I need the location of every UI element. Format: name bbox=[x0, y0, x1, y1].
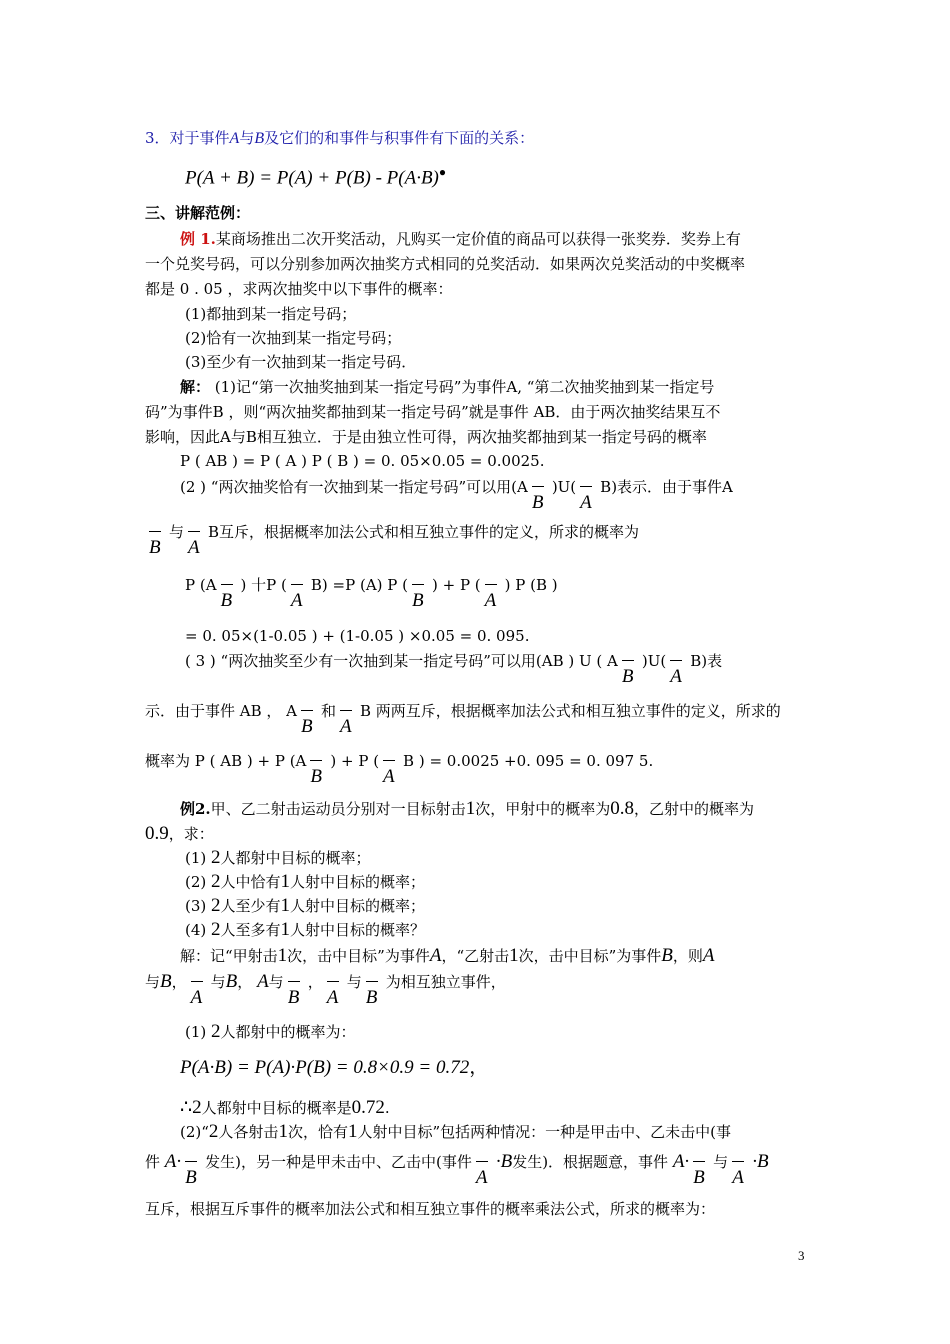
a-bar-symbol: A bbox=[184, 522, 208, 542]
ex1-intro-line2: 一个兑奖号码，可以分别参加两次抽奖方式相同的兑奖活动．如果两次兑奖活动的中奖概率 bbox=[145, 255, 746, 273]
ex2-formula1: P(A·B) = P(A)·P(B) = 0.8×0.9 = 0.72， bbox=[180, 1057, 489, 1078]
ex2-part2-line1: (2)“2人各射击1次，恰有1人射中目标”包括两种情况：一种是甲击中、乙未击中(事 bbox=[180, 1121, 731, 1142]
item3-formula: P(A + B) = P(A) + P(B) - P(A·B)● bbox=[185, 165, 447, 189]
ex2-part2-line2: 件 A· B 发生)，另一种是甲未击中、乙击中(事件 A ·B发生)．根据题意，事件 A· B 与 A ·B bbox=[145, 1151, 769, 1188]
page-number: 3 bbox=[798, 1248, 805, 1263]
a-bar-symbol: A bbox=[379, 751, 403, 771]
b-bar-symbol: B bbox=[528, 477, 552, 497]
ex1-solution-line2: 码”为事件B ，则“两次抽奖都抽到某一指定号码”就是事件 AB．由于两次抽奖结果互不 bbox=[145, 403, 721, 421]
ex1-part2-formula: P (A B ) 十P ( A B) =P (A) P ( B ) + P ( A ) P (B ) bbox=[185, 576, 558, 611]
ex1-sol-label: 解： bbox=[180, 378, 211, 396]
ex1-part3-line3: 概率为 P ( AB ) + P (A B ) + P ( A B ) = 0.0025 +0. 095 = 0. 097 5. bbox=[145, 752, 654, 787]
ex2-question-1: (1) 2人都射中目标的概率； bbox=[185, 847, 371, 868]
a-bar-symbol: A bbox=[287, 575, 311, 595]
and-text: 与 bbox=[239, 129, 255, 147]
ex2-question-4: (4) 2人至多有1人射中目标的概率？ bbox=[185, 919, 426, 940]
ex1-part2-result: = 0. 05×(1-0.05 ) + (1-0.05 ) ×0.05 = 0. 095. bbox=[185, 627, 530, 645]
ex2-intro-line2: 0.9，求： bbox=[145, 823, 214, 844]
ex1-part2-line1: (2 ) “两次抽奖恰有一次抽到某一指定号码”可以用(A B )U( A B)表示．由于事件A bbox=[180, 478, 733, 513]
b-bar-symbol: B bbox=[618, 651, 642, 671]
var-b: B bbox=[254, 130, 265, 147]
section-heading: 三、讲解范例： bbox=[145, 204, 251, 222]
b-bar-symbol: B bbox=[306, 751, 330, 771]
a-bar-symbol: A bbox=[666, 651, 690, 671]
ex2-solution-line1: 解：记“甲射击1次，击中目标”为事件A，“乙射击1次，击中目标”为事件B，则A bbox=[180, 945, 715, 966]
item3-statement bbox=[145, 128, 534, 149]
ex2-solution-line2: 与B， A 与B， A与 B ， A 与 B 为相互独立事件， bbox=[145, 971, 506, 1008]
a-bar-symbol: A bbox=[336, 701, 360, 721]
ex1-label: 例 1. bbox=[180, 230, 216, 248]
ex2-label: 例2. bbox=[180, 800, 211, 818]
ex1-question-3: (3)至少有一次抽到某一指定号码． bbox=[185, 353, 417, 371]
ex1-question-2: (2)恰有一次抽到某一指定号码； bbox=[185, 329, 402, 347]
ex2-question-3: (3) 2人至少有1人射中目标的概率； bbox=[185, 895, 426, 916]
a-bar-symbol: A bbox=[576, 477, 600, 497]
ex2-part2-line3: 互斥，根据互斥事件的概率加法公式和相互独立事件的概率乘法公式，所求的概率为： bbox=[145, 1200, 716, 1218]
var-a: A bbox=[229, 130, 240, 147]
b-bar-symbol: B bbox=[145, 522, 169, 542]
ex1-part3-line2: 示．由于事件 AB ， A B 和 A B 两两互斥，根据概率加法公式和相互独立事件的定义，所求的 bbox=[145, 702, 781, 737]
ex2-part1-label: (1) 2人都射中的概率为： bbox=[185, 1021, 356, 1042]
ex2-conclusion: ∴2人都射中目标的概率是0.72. bbox=[180, 1097, 390, 1118]
ex2-question-2: (2) 2人中恰有1人射中目标的概率； bbox=[185, 871, 426, 892]
ex2-intro-line1: 例2.甲、乙二射击运动员分别对一目标射击1次，甲射中的概率为0.8，乙射中的概率为 bbox=[180, 798, 754, 819]
b-bar-symbol: B bbox=[217, 575, 241, 595]
ex1-solution-line3: 影响，因此A与B相互独立．于是由独立性可得，两次抽奖都抽到某一指定号码的概率 bbox=[145, 428, 707, 446]
ex1-intro-line3: 都是 0 . 05 ，求两次抽奖中以下事件的概率： bbox=[145, 280, 453, 298]
ex1-part2-line2: B 与 A B互斥，根据概率加法公式和相互独立事件的定义，所求的概率为 bbox=[145, 522, 639, 542]
ex1-intro-line1: 例 1.某商场推出二次开奖活动，凡购买一定价值的商品可以获得一张奖券．奖券上有 bbox=[180, 230, 741, 248]
b-bar-symbol: B bbox=[408, 575, 432, 595]
b-bar-symbol: B bbox=[297, 701, 321, 721]
item3-suffix: 及它们的和事件与积事件有下面的关系： bbox=[264, 129, 535, 147]
a-bar-symbol: A bbox=[481, 575, 505, 595]
ex1-solution-line1: 解： (1)记“第一次抽奖抽到某一指定号码”为事件A, “第二次抽奖抽到某一指定号 bbox=[180, 378, 715, 396]
ex1-part3-line1: ( 3 ) “两次抽奖至少有一次抽到某一指定号码”可以用(AB ) U ( A B )U( A B)表 bbox=[185, 652, 723, 687]
item3-prefix: 3．对于事件 bbox=[145, 129, 230, 147]
ex1-solution-line4: P ( AB ) = P ( A ) P ( B ) = 0. 05×0.05 = 0.0025. bbox=[180, 452, 545, 470]
ex1-question-1: (1)都抽到某一指定号码； bbox=[185, 305, 357, 323]
